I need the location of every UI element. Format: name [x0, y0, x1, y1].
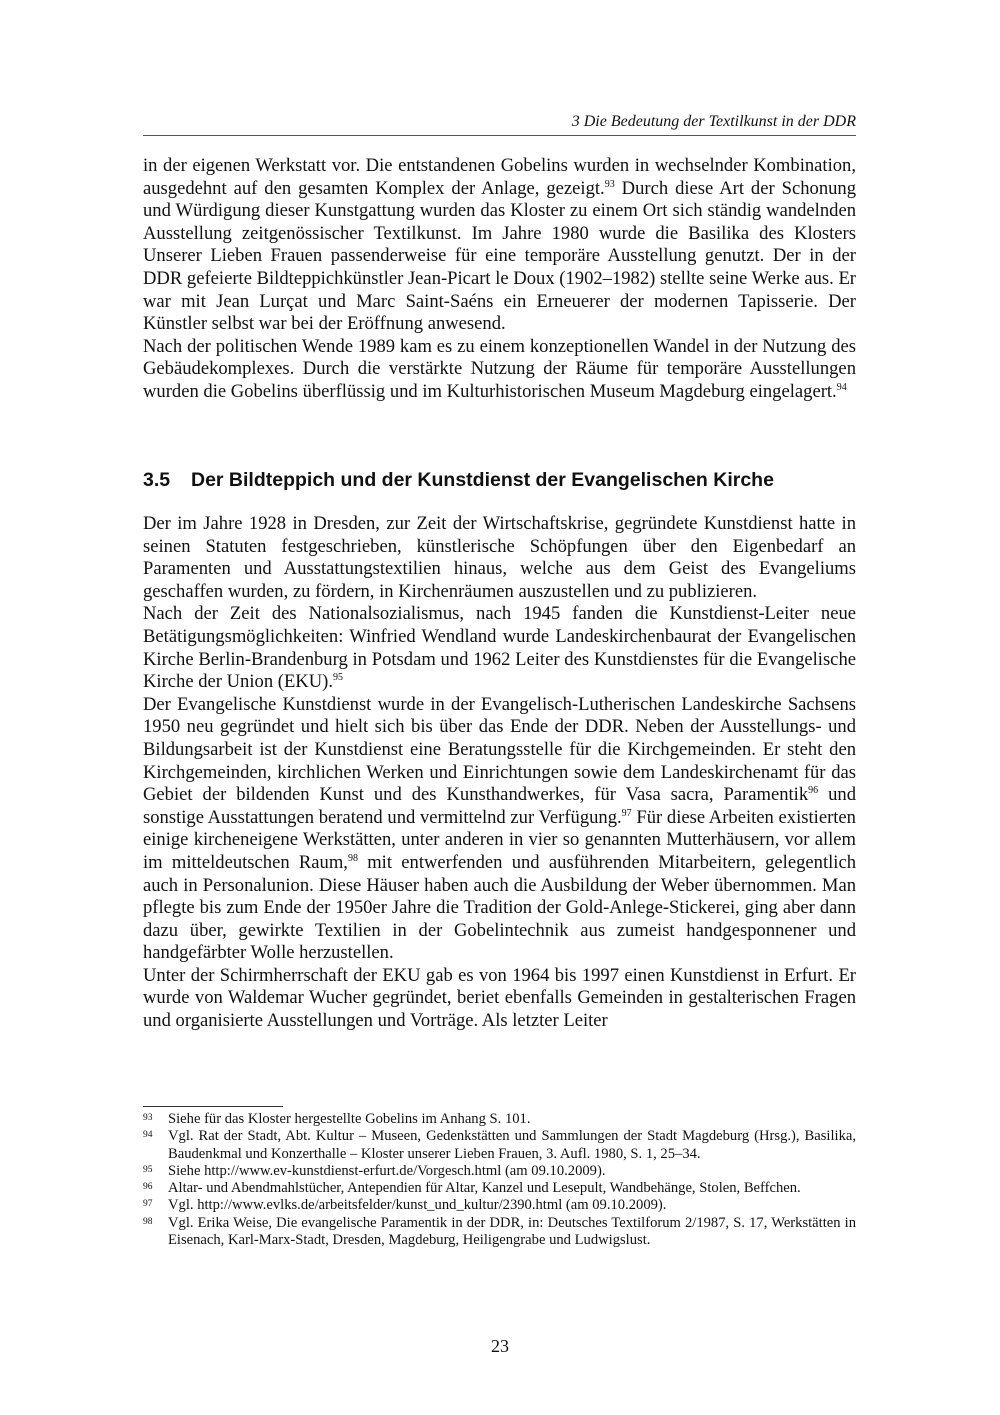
footnote-ref-96[interactable]: 96	[808, 784, 819, 796]
paragraph	[143, 513, 856, 603]
footnotes	[143, 1111, 856, 1249]
page-number: 23	[491, 1336, 509, 1356]
footnote-text: Vgl. http://www.evlks.de/arbeitsfelder/kunst_und_kultur/2390.html (am 09.10.2009).	[168, 1197, 667, 1214]
section-heading	[143, 467, 856, 493]
text-run: mit entwerfenden und ausführenden Mitarbeitern, gelegentlich auch in Personalunion. Diese Häuser haben auch die Ausbildung der Weber übernommen. Man pflegte bis zum Ende der 1950er Jahre die Tradition der Gold-Anlege-Stickerei, ging aber dann dazu über, gewirkte Textilien in der Gobelintechnik aus zumeist handgesponnener und handgefärbter Wolle herzustellen.	[143, 851, 856, 964]
section-title: Der Bildteppich und der Kunstdienst der Evangelischen Kirche	[191, 469, 774, 491]
footnote-ref-94[interactable]: 94	[836, 381, 847, 393]
footnote-text: Siehe http://www.ev-kunstdienst-erfurt.de/Vorgesch.html (am 09.10.2009).	[168, 1162, 606, 1179]
footnote-text: Siehe für das Kloster hergestellte Gobelins im Anhang S. 101.	[168, 1111, 531, 1127]
footnote-text: Altar- und Abendmahlstücher, Antependien für Altar, Kanzel und Lesepult, Wandbehänge, Stolen, Beffchen.	[168, 1180, 801, 1197]
footnote-ref-97[interactable]: 97	[621, 807, 632, 819]
footnote-separator	[143, 1106, 283, 1107]
text-run: Für diese Arbeiten existierten einige kircheneigene Werkstätten, unter anderen in vier so genannten Mutterhäusern, vor allem im mitteldeutschen Raum,	[143, 806, 856, 873]
paragraph	[143, 155, 856, 336]
footnote-number: 96	[143, 1182, 153, 1193]
footnote-number: 94	[143, 1130, 153, 1141]
footnote-ref-95[interactable]: 95	[333, 671, 344, 683]
footnote-text: Vgl. Erika Weise, Die evangelische Paramentik in der DDR, in: Deutsches Textilforum 2/1987, S. 17, Werkstätten in Eisenach, Karl-Marx-Stadt, Dresden, Magdeburg, Heiligengrabe und Ludwigslust.	[168, 1214, 856, 1249]
footnote	[143, 1111, 856, 1128]
footnote-number: 93	[143, 1113, 153, 1123]
footnote	[143, 1215, 856, 1250]
footnote-ref-93[interactable]: 93	[604, 178, 615, 190]
paragraph	[143, 965, 856, 1033]
text-run: Der im Jahre 1928 in Dresden, zur Zeit der Wirtschaftskrise, gegründete Kunstdienst hatte in seinen Statuten festgeschrieben, künstlerische Schöpfungen über den Eigenbedarf an Paramenten und Ausstattungstextilien hinaus, welche aus dem Geist des Evangeliums geschaffen wurden, zu fördern, in Kirchenräumen auszustellen und zu publizieren.	[143, 513, 856, 602]
running-header: 3 Die Bedeutung der Textilkunst in der DDR	[143, 112, 856, 136]
footnote	[143, 1197, 856, 1214]
text-run: Nach der politischen Wende 1989 kam es zu einem konzeptionellen Wandel in der Nutzung des Gebäudekomplexes. Durch die verstärkte Nutzung der Räume für temporäre Ausstellungen wurden die Gobelins überflüssig und im Kulturhistorischen Museum Magdeburg eingelagert.	[143, 335, 856, 402]
paragraph	[143, 694, 856, 965]
text-run: in der eigenen Werkstatt vor. Die entstandenen Gobelins wurden in wechselnder Kombination, ausgedehnt auf den gesamten Komplex der Anlage, gezeigt.	[143, 155, 856, 199]
paragraph	[143, 603, 856, 693]
footnote-number: 97	[143, 1199, 153, 1210]
text-run: und sonstige Ausstattungen beratend und vermittelnd zur Verfügung.	[143, 784, 856, 828]
footnote	[143, 1128, 856, 1163]
text-run: Nach der Zeit des Nationalsozialismus, nach 1945 fanden die Kunstdienst-Leiter neue Betätigungsmöglichkeiten: Winfried Wendland wurde Landeskirchenbaurat der Evangelischen Kirche Berlin-Brandenburg in Potsdam und 1962 Leiter des Kunstdienstes für die Evangelische Kirche der Union (EKU).	[143, 603, 856, 693]
footnote	[143, 1163, 856, 1180]
text-run: Durch diese Art der Schonung und Würdigung dieser Kunstgattung wurden das Kloster zu einem Ort sich ständig wandelnden Ausstellung zeitgenössischer Textilkunst. Im Jahre 1980 wurde die Basilika des Klosters Unserer Lieben Frauen passenderweise für eine temporäre Ausstellung genutzt. Der in der DDR gefeierte Bildteppichkünstler Jean-Picart le Doux (1902–1982) stellte seine Werke aus. Er war mit Jean Lurçat und Marc Saint-Saéns ein Erneuerer der modernen Tapisserie. Der Künstler selbst war bei der Eröffnung anwesend.	[143, 177, 857, 335]
footnote	[143, 1180, 856, 1197]
footnote-text: Vgl. Rat der Stadt, Abt. Kultur – Museen, Gedenkstätten und Sammlungen der Stadt Magdeburg (Hrsg.), Basilika, Baudenkmal und Konzerthalle – Kloster unserer Lieben Frauen, 3. Aufl. 1980, S. 1, 25–34.	[168, 1128, 856, 1162]
footnote-number: 98	[143, 1216, 153, 1227]
body-text-top	[143, 155, 856, 404]
paragraph	[143, 336, 856, 404]
text-run: Der Evangelische Kunstdienst wurde in der Evangelisch-Lutherischen Landeskirche Sachsens 1950 neu gegründet und hielt sich bis über das Ende der DDR. Neben der Ausstellungs- und Bildungsarbeit ist der Kunstdienst eine Beratungsstelle für die Kirchgemeinden. Er steht den Kirchgemeinden, kirchlichen Werken und Einrichtungen sowie dem Landeskirchenamt für das Gebiet der bildenden Kunst und des Kunsthandwerkes, für Vasa sacra, Paramentik	[143, 693, 856, 806]
footnote-number: 95	[143, 1164, 153, 1175]
text-run: Unter der Schirmherrschaft der EKU gab es von 1964 bis 1997 einen Kunstdienst in Erfurt. Er wurde von Waldemar Wucher gegründet, beriet ebenfalls Gemeinden in gestalterischen Fragen und organisierte Ausstellungen und Vorträge. Als letzter Leiter	[143, 964, 856, 1032]
body-text-section	[143, 513, 856, 1033]
footnote-ref-98[interactable]: 98	[347, 852, 358, 864]
section-number: 3.5	[143, 469, 171, 491]
